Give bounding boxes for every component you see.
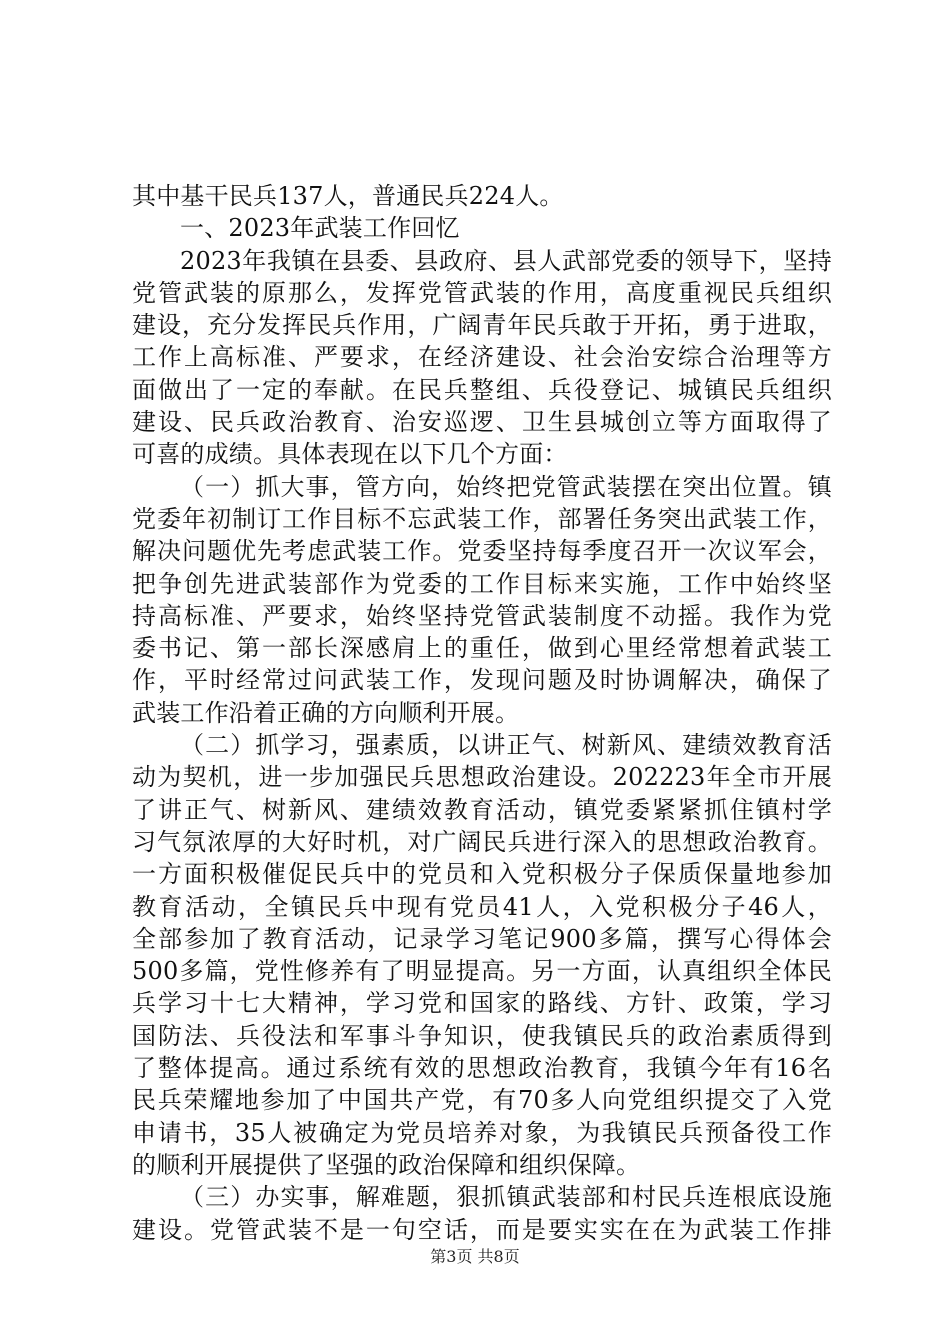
text-line: 工作上高标准、严要求，在经济建设、社会治安综合治理等方 (132, 343, 832, 372)
text-line: 申请书，35人被确定为党员培养对象，为我镇民兵预备役工作 (132, 1118, 832, 1147)
paragraph (132, 471, 832, 729)
text-line: 教育活动，全镇民兵中现有党员41人，入党积极分子46人， (132, 892, 832, 921)
text-line: 民兵荣耀地参加了中国共产党，有70多人向党组织提交了入党 (132, 1086, 832, 1115)
text-line: 的顺利开展提供了坚强的政治保障和组织保障。 (132, 1150, 641, 1179)
text-line: 把争创先进武装部作为党委的工作目标来实施，工作中始终坚 (132, 569, 832, 598)
text-line: 持高标准、严要求，始终坚持党管武装制度不动摇。我作为党 (132, 601, 832, 630)
paragraph (132, 1181, 832, 1246)
text-line: 2023年我镇在县委、县政府、县人武部党委的领导下，坚持 (180, 246, 832, 275)
text-line: 一方面积极催促民兵中的党员和入党积极分子保质保量地参加 (132, 860, 832, 889)
text-line: 了讲正气、树新风、建绩效教育活动，镇党委紧紧抓住镇村学 (132, 795, 832, 824)
text-line: 了整体提高。通过系统有效的思想政治教育，我镇今年有16名 (132, 1054, 832, 1083)
text-line: 动为契机，进一步加强民兵思想政治建设。202223年全市开展 (132, 763, 832, 792)
text-line: 作，平时经常过问武装工作，发现问题及时协调解决，确保了 (132, 666, 832, 695)
document-body (132, 180, 832, 1246)
text-line: 国防法、兵役法和军事斗争知识，使我镇民兵的政治素质得到 (132, 1021, 832, 1050)
text-line: 建设。党管武装不是一句空话，而是要实实在在为武装工作排 (132, 1215, 832, 1244)
text-line: 委书记、第一部长深感肩上的重任，做到心里经常想着武装工 (132, 634, 832, 663)
page-footer (0, 1244, 950, 1267)
page-number: 第3页 共8页 (430, 1247, 520, 1266)
text-line: 可喜的成绩。具体表现在以下几个方面： (132, 440, 568, 469)
section-heading (132, 212, 832, 244)
text-line: 武装工作沿着正确的方向顺利开展。 (132, 698, 520, 727)
text-line: 解决问题优先考虑武装工作。党委坚持每季度召开一次议军会， (132, 537, 832, 566)
text-line: （一）抓大事，管方向，始终把党管武装摆在突出位置。镇 (180, 472, 832, 501)
text-line: 其中基干民兵137人，普通民兵224人。 (132, 182, 564, 210)
text-line: 全部参加了教育活动，记录学习笔记900多篇，撰写心得体会 (132, 924, 832, 953)
text-line: 500多篇，党性修养有了明显提高。另一方面，认真组织全体民 (132, 957, 832, 986)
text-line: 党委年初制订工作目标不忘武装工作，部署任务突出武装工作， (132, 504, 832, 533)
paragraph (132, 245, 832, 471)
text-line: 一、2023年武装工作回忆 (180, 214, 460, 243)
paragraph (132, 180, 832, 212)
text-line: 习气氛浓厚的大好时机，对广阔民兵进行深入的思想政治教育。 (132, 827, 832, 856)
text-line: 建设，充分发挥民兵作用，广阔青年民兵敢于开拓，勇于进取， (132, 311, 832, 340)
text-line: 党管武装的原那么，发挥党管武装的作用，高度重视民兵组织 (132, 278, 832, 307)
paragraph (132, 729, 832, 1181)
text-line: （三）办实事，解难题，狠抓镇武装部和村民兵连根底设施 (180, 1183, 832, 1212)
text-line: 面做出了一定的奉献。在民兵整组、兵役登记、城镇民兵组织 (132, 375, 832, 404)
text-line: （二）抓学习，强素质，以讲正气、树新风、建绩效教育活 (180, 731, 832, 760)
text-line: 兵学习十七大精神，学习党和国家的路线、方针、政策，学习 (132, 989, 832, 1018)
text-line: 建设、民兵政治教育、治安巡逻、卫生县城创立等方面取得了 (132, 408, 832, 437)
